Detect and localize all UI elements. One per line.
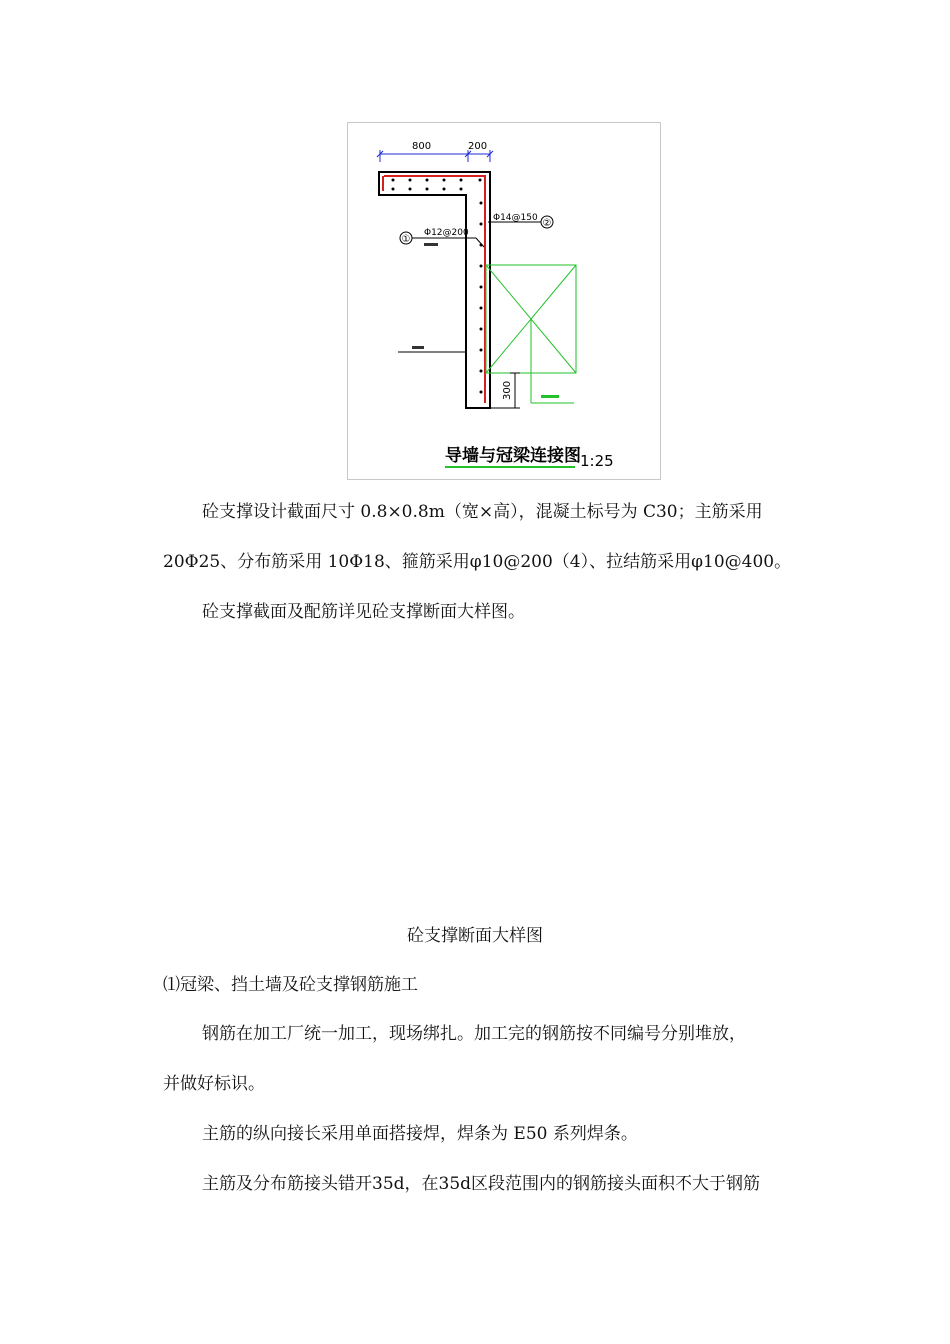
paragraph-4: 主筋的纵向接长采用单面搭接焊，焊条为 E50 系列焊条。	[202, 1124, 638, 1144]
dim-300: 300	[502, 380, 513, 400]
marker-1: ①	[401, 234, 411, 245]
dim-200: 200	[468, 141, 488, 152]
paragraph-5: 主筋及分布筋接头错开35d，在35d区段范围内的钢筋接头面积不大于钢筋	[202, 1174, 761, 1194]
detail-drawing	[347, 122, 661, 480]
steel-frame	[486, 265, 576, 403]
figure-title: 导墙与冠梁连接图	[445, 446, 581, 466]
figure-scale: 1:25	[580, 452, 614, 470]
rebar-line	[384, 176, 485, 403]
small-annotation-2	[412, 346, 424, 349]
rebar-2-label: Φ14@150	[493, 213, 538, 223]
paragraph-3-line-2: 并做好标识。	[163, 1074, 265, 1094]
marker-2: ②	[542, 218, 552, 229]
paragraph-2: 砼支撑截面及配筋详见砼支撑断面大样图。	[202, 602, 525, 622]
small-annotation-3	[541, 395, 559, 398]
paragraph-1-line-2: 20Φ25、分布筋采用 10Φ18、箍筋采用φ10@200（4）、拉结筋采用φ10@400。	[163, 552, 792, 572]
paragraph-1-line-1: 砼支撑设计截面尺寸 0.8×0.8m（宽×高），混凝土标号为 C30；主筋采用	[202, 502, 763, 522]
drawing-canvas	[348, 123, 662, 481]
small-annotation-1	[424, 243, 438, 246]
wall-outline	[379, 172, 490, 408]
dim-800: 800	[412, 141, 432, 152]
paragraph-3-line-1: 钢筋在加工厂统一加工，现场绑扎。加工完的钢筋按不同编号分别堆放，	[202, 1024, 746, 1044]
rebar-dots	[392, 179, 483, 394]
section-caption: 砼支撑断面大样图	[407, 926, 543, 946]
rebar-1-label: Φ12@200	[424, 228, 469, 238]
section-heading: ⑴冠梁、挡土墙及砼支撑钢筋施工	[163, 975, 418, 995]
